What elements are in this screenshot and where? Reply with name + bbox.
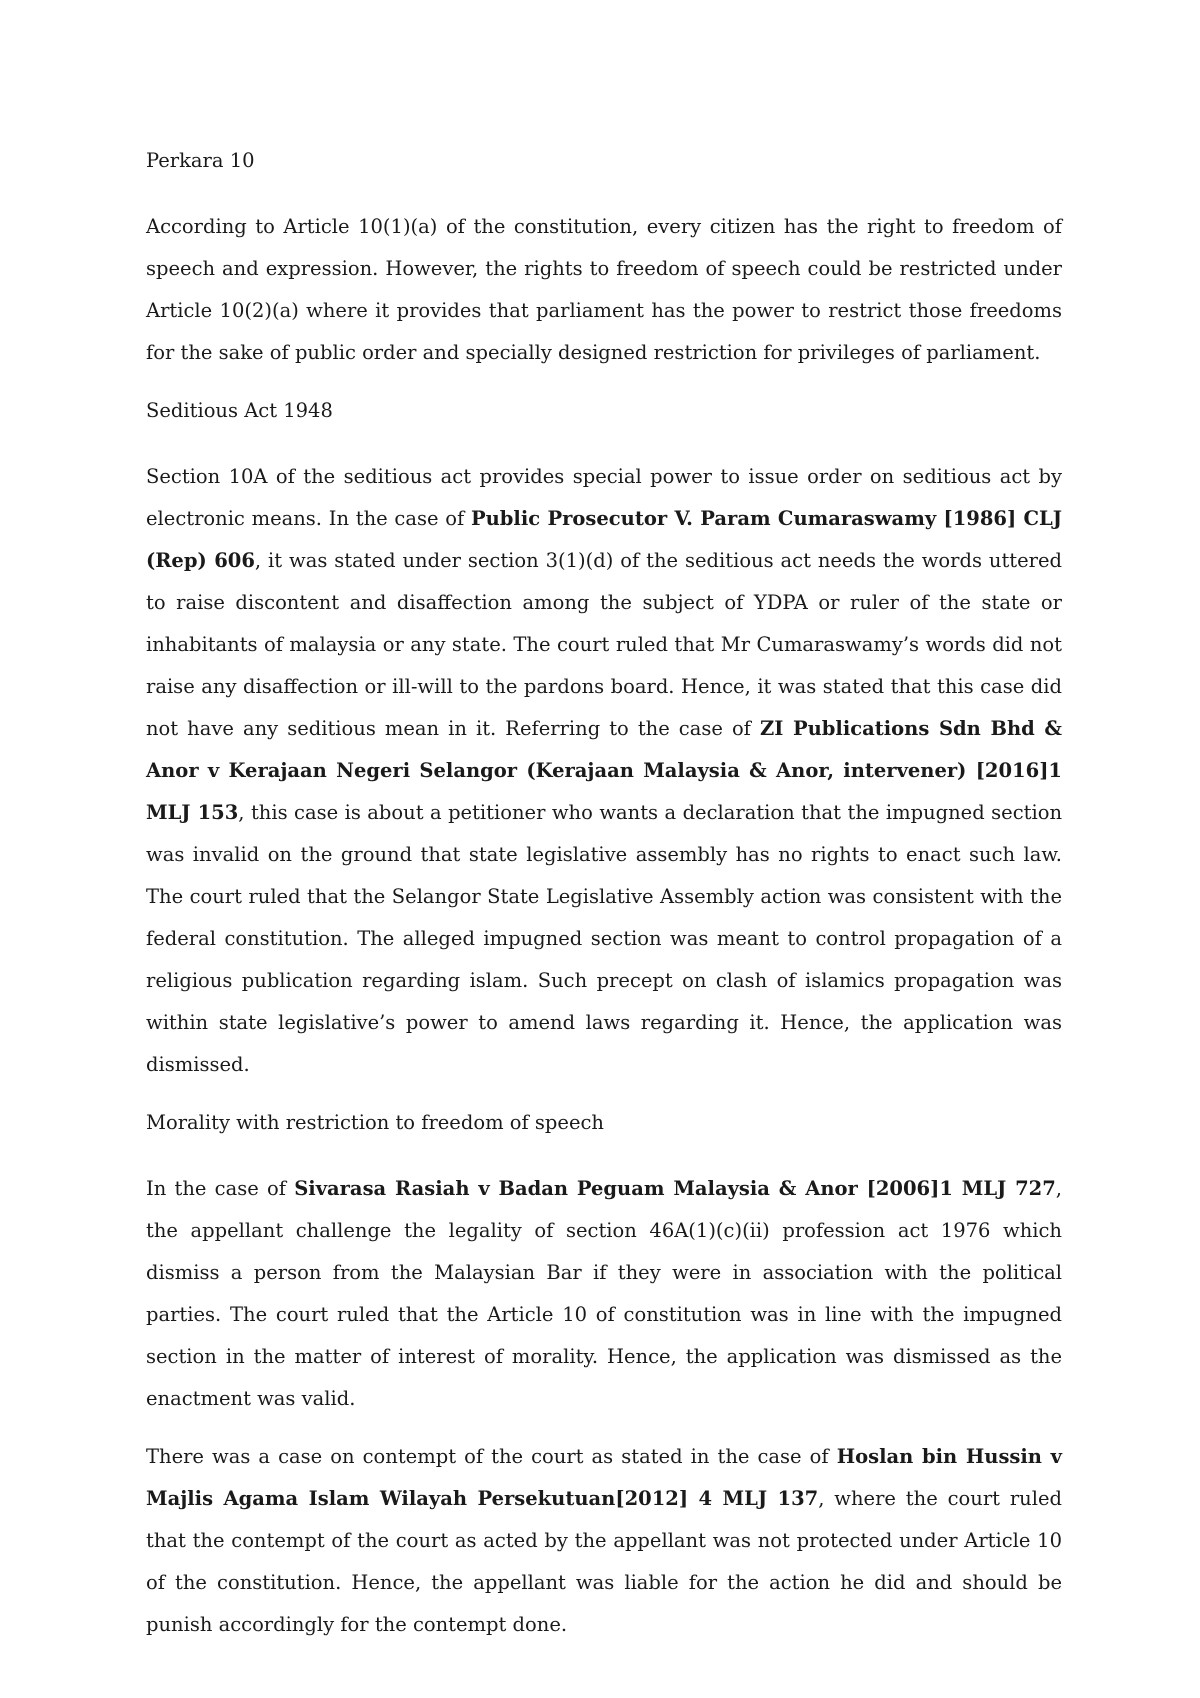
case-citation-hoslan-bin-hussin: Hoslan bin Hussin v Majlis Agama Islam Wilayah Persekutuan[2012] 4 MLJ 137: [146, 1445, 1062, 1510]
paragraph-text: There was a case on contempt of the court as stated in the case of: [146, 1445, 837, 1468]
paragraph-text: , it was stated under section 3(1)(d) of the seditious act needs the words uttered to raise discontent and disaffection among the subject of YDPA or ruler of the state or inhabitants of malaysia or any state. The court ruled that Mr Cumaraswamy’s words did not raise any disaffection or ill-will to the pardons board. Hence, it was stated that this case did not have any seditious mean in it. Referring to the case of: [146, 549, 1062, 740]
paragraph-text: , where the court ruled that the contempt of the court as acted by the appellant was not protected under Article 10 of the constitution. Hence, the appellant was liable for the action he did and should be punish accordingly for the contempt done.: [146, 1487, 1062, 1636]
heading-seditious-act: Seditious Act 1948: [146, 399, 333, 422]
paragraph-text: , the appellant challenge the legality of section 46A(1)(c)(ii) profession act 1976 which dismiss a person from the Malaysian Bar if they were in association with the political parties. The court ruled that the Article 10 of constitution was in line with the impugned section in the matter of interest of morality. Hence, the application was dismissed as the enactment was valid.: [146, 1177, 1062, 1410]
paragraph-text: Section 10A of the seditious act provides special power to issue order on seditious act by electronic means. In the case of: [146, 465, 1062, 530]
case-citation-sivarasa-rasiah: Sivarasa Rasiah v Badan Peguam Malaysia & Anor [2006]1 MLJ 727: [294, 1177, 1056, 1200]
paragraph-text: According to Article 10(1)(a) of the constitution, every citizen has the right to freedom of speech and expression. However, the rights to freedom of speech could be restricted under Article 10(2)(a) where it provides that parliament has the power to restrict those freedoms for the sake of public order and specially designed restriction for privileges of parliament.: [146, 215, 1062, 364]
paragraph-sivarasa: [146, 1168, 1062, 1420]
paragraph-text: , this case is about a petitioner who wants a declaration that the impugned section was invalid on the ground that state legislative assembly has no rights to enact such law. The court ruled that the Selangor State Legislative Assembly action was consistent with the federal constitution. The alleged impugned section was meant to control propagation of a religious publication regarding islam. Such precept on clash of islamics propagation was within state legislative’s power to amend laws regarding it. Hence, the application was dismissed.: [146, 801, 1063, 1076]
heading-perkara-10: Perkara 10: [146, 149, 255, 172]
paragraph-seditious-act: [146, 456, 1062, 1086]
case-citation-param-cumaraswamy: Public Prosecutor V. Param Cumaraswamy [1986] CLJ (Rep) 606: [146, 507, 1062, 572]
case-citation-zi-publications: ZI Publications Sdn Bhd & Anor v Kerajaan Negeri Selangor (Kerajaan Malaysia & Anor, intervener) [2016]1 MLJ 153: [146, 717, 1062, 824]
heading-morality: Morality with restriction to freedom of speech: [146, 1111, 604, 1134]
paragraph-article-10: [146, 206, 1062, 374]
paragraph-hoslan: [146, 1436, 1062, 1646]
document-page: [146, 140, 1062, 1662]
paragraph-text: In the case of: [146, 1177, 295, 1200]
